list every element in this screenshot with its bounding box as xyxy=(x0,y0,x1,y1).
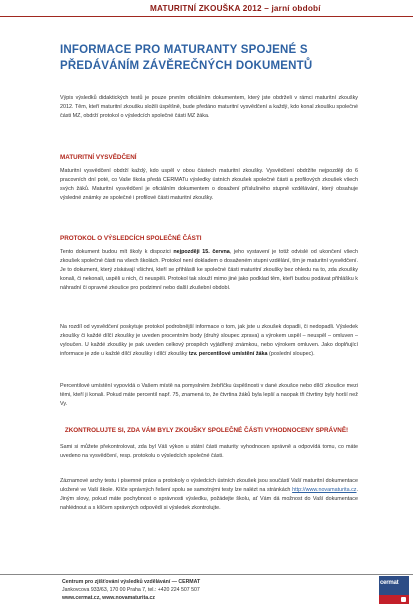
section-heading-protokol: PROTOKOL O VÝSLEDCÍCH SPOLEČNÉ ČÁSTI xyxy=(60,235,202,242)
kontrola-p2-text-b: . Jiným slovy, pokud máte pochybnost o správnosti výsledku, požádejte školu, ať Vám dá možnost do Vaší dokumentace nahlédnout a s klíčem správných odpovědí si výsledek zkontrolujte. xyxy=(60,486,358,511)
footer-divider xyxy=(0,574,413,575)
intro-paragraph: Výpis výsledků didaktických testů je pouze prvním oficiálním dokumentem, který jste obdrželi v rámci maturitní zkoušky 2012. Těm, kteří maturitní zkoušku složili úspěšně, bude předáno maturitní vysvědčení a každý, kdo konal zkoušku společné části MZ, obdrží protokol o výsledcích společné části MZ žáka. xyxy=(60,95,358,119)
logo-mark-icon xyxy=(401,597,406,602)
protokol-paragraph-2 xyxy=(60,323,358,359)
section-heading-kontrola: ZKONTROLUJTE SI, ZDA VÁM BYLY ZKOUŠKY SPOLEČNÉ ČÁSTI VYHODNOCENY SPRÁVNĚ! xyxy=(64,427,349,434)
protokol-p1-deadline: nejpozději 15. června xyxy=(173,249,230,255)
document-title: INFORMACE PRO MATURANTY SPOJENÉ S PŘEDÁVÁNÍM ZÁVĚREČNÝCH DOKUMENTŮ xyxy=(60,44,313,72)
header-divider xyxy=(0,16,413,17)
section-heading-vysvedceni: MATURITNÍ VYSVĚDČENÍ xyxy=(60,154,137,161)
protokol-p2-percentile: tzv. percentilové umístění žáka xyxy=(188,350,268,357)
protokol-paragraph-3: Percentilové umístění vypovídá o Vašem místě na pomyslném žebříčku úspěšnosti v dané zkoušce nebo dílčí zkoušce mezi těmi, kteří ji konali. Pokud máte percentil např. 75, znamená to, že čtvrtina žáků byla lepší a naopak tři čtvrtiny byly horší než Vy. xyxy=(60,383,358,407)
novamaturita-link[interactable]: http://www.novamaturita.cz xyxy=(292,486,357,493)
protokol-p2-text-a: Na rozdíl od vysvědčení poskytuje protokol podrobnější informace o tom, jak jste u zkoušek dopadli, či nedopadli. Výsledek zkoušky či každé dílčí zkoušky je uveden procentním body (druhý sloupec zprava) a výrokem uspěl – neuspěl – omluven – vyloučen. U každé zkoušky je pak uveden celkový prospěch vyjádřený známkou, nebo výrokem omluven. Jako doplňující informace je zde u každé dílčí zkoušky i dílčí zkoušky xyxy=(60,324,358,357)
footer-address: Jankovcova 933/63, 170 00 Praha 7, tel.: +420 224 507 507 xyxy=(62,587,200,593)
protokol-p1-text-a: Tento dokument budou mít školy k dispozici xyxy=(60,249,174,255)
kontrola-paragraph-2 xyxy=(60,477,358,513)
cermat-logo xyxy=(379,576,409,604)
vysvedceni-paragraph: Maturitní vysvědčení obdrží každý, kdo uspěl v obou částech maturitní zkoušky. Vysvědčení obdržíte nejpozději do 6 pracovních dní poté, co Vaše škola předá CERMATu výsledky ústních zkoušek společné části a profilových zkoušek všech svých žáků. Maturitní vysvědčení je oficiálním dokumentem o dosažení příslušného stupně vzdělávání, který obsahuje výsledné známky ze společné i profilové části maturitní zkoušky. xyxy=(60,168,358,201)
page-header xyxy=(0,0,413,18)
protokol-p2-text-b: (poslední sloupec). xyxy=(267,350,315,357)
page-footer xyxy=(62,578,200,602)
protokol-p1-text-b: , jeho vystavení je totiž odvislé od ukončení všech zkoušek společné části na všech školách. Protokol není dokladem o dosaženém stupni vzdělání, tím je maturitní vysvědčení. Je to dokument, který získávají všichni, kteří se přihlásili ke společné části maturitní zkoušky bez ohledu na to, zda zkoušky konali, či nekonali, uspěli u nich, či neuspěli. Protokol tak slouží mimo jiné jako podklad těm, kteří budou podávat přihlášku k náhradní či opravné zkoušce pro podzimní nebo další zkušební období. xyxy=(60,249,358,291)
logo-text: cermat xyxy=(380,580,399,586)
footer-organization: Centrum pro zjišťování výsledků vzdělávání — CERMAT xyxy=(62,579,201,585)
kontrola-p2-text-a: Záznamové archy testu i písemné práce a protokoly o výsledcích ústních zkoušek jsou součástí Vaší maturitní dokumentace uložené ve Vaší škole. Klíče správných řešení spolu se samotnými testy lze nalézt na stránkách xyxy=(60,478,358,493)
footer-websites: www.cermat.cz, www.novamaturita.cz xyxy=(62,595,156,601)
header-title: MATURITNÍ ZKOUŠKA 2012 – jarní období xyxy=(150,4,321,13)
kontrola-paragraph-1: Sami si můžete překontrolovat, zda byl Váš výkon u státní části maturity vyhodnocen správně a odpovídá tomu, co máte uvedeno na vysvědčení, resp. protokolu o výsledcích společné části. xyxy=(60,444,358,459)
protokol-paragraph-1 xyxy=(60,248,358,293)
